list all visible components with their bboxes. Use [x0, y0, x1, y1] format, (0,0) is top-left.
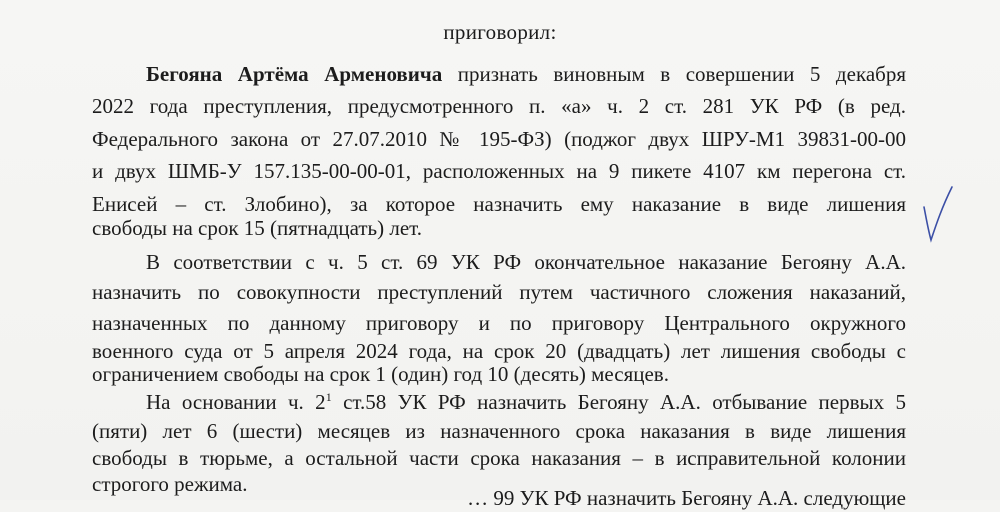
text-line-11: ограничением свободы на срок 1 (один) год 10 (десять) месяцев.: [92, 362, 669, 386]
text-line-9: назначенных по данному приговору и по приговору Центрального окружного: [92, 311, 906, 335]
defendant-name: Бегояна Артёма Арменовича: [146, 62, 443, 86]
superscript: 1: [325, 390, 332, 404]
text-line-12: [146, 388, 906, 416]
text-line-10: военного суда от 5 апреля 2024 года, на срок 20 (двадцать) лет лишения свободы с: [92, 339, 906, 363]
text-line-4: и двух ШМБ-У 157.135-00-00-01, расположенных на 9 пикете 4107 км перегона ст.: [92, 159, 906, 183]
text-line-5: Енисей – ст. Злобино), за которое назначить ему наказание в виде лишения: [92, 192, 906, 216]
text-segment: признать виновным в совершении 5 декабря: [442, 62, 906, 86]
text-line-15: строгого режима.: [92, 472, 248, 496]
verdict-heading: приговорил:: [443, 20, 557, 44]
text-line-13: (пяти) лет 6 (шести) месяцев из назначенного срока наказания в виде лишения: [92, 419, 906, 443]
text-line-8: назначить по совокупности преступлений путем частичного сложения наказаний,: [92, 280, 906, 304]
partial-bottom-line: … 99 УК РФ назначить Бегояну А.А. следующие: [467, 486, 906, 510]
text-line-3: Федерального закона от 27.07.2010 № 195-ФЗ) (поджог двух ШРУ-М1 39831-00-00: [92, 127, 906, 151]
text-segment: ст.58 УК РФ назначить Бегояну А.А. отбывание первых 5: [331, 390, 906, 414]
text-line-1: [146, 60, 906, 88]
text-line-2: 2022 года преступления, предусмотренного п. «а» ч. 2 ст. 281 УК РФ (в ред.: [92, 94, 906, 118]
handwritten-check-mark: [918, 185, 958, 245]
text-segment: На основании ч. 2: [146, 390, 326, 414]
text-line-6: свободы на срок 15 (пятнадцать) лет.: [92, 216, 423, 240]
text-line-7: В соответствии с ч. 5 ст. 69 УК РФ окончательное наказание Бегояну А.А.: [146, 250, 906, 274]
text-line-14: свободы в тюрьме, а остальной части срока наказания – в исправительной колонии: [92, 446, 906, 470]
